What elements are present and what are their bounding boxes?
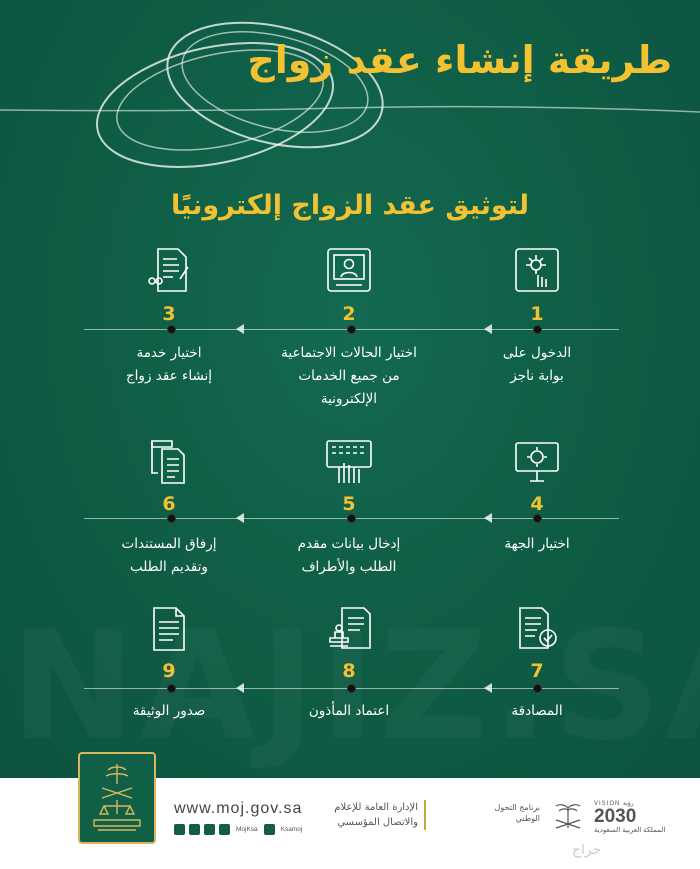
step-4: 4 اختيار الجهة: [447, 437, 627, 487]
palm-swords-icon: [548, 798, 588, 832]
timeline-row-2: [84, 518, 619, 519]
page-title: طريقة إنشاء عقد زواج: [247, 38, 672, 82]
vision-2030-logo: VISION رؤية 2030 المملكة العربية السعودية: [594, 801, 666, 834]
social-handle-1: MojKsa: [236, 825, 258, 833]
haraj-watermark: حراج: [572, 842, 602, 858]
snapchat-icon[interactable]: [204, 824, 215, 835]
step-2: 2 اختيار الحالات الاجتماعية من جميع الخدمات الإلكترونية: [259, 245, 439, 295]
ministry-emblem: [78, 752, 156, 844]
monitor-gear-icon: [512, 437, 562, 487]
step-6: 6 إرفاق المستندات وتقديم الطلب: [79, 437, 259, 487]
documents-icon: [144, 437, 194, 487]
timeline-row-1: [84, 329, 619, 330]
profile-card-icon: [324, 245, 374, 295]
timeline-row-3: [84, 688, 619, 689]
step-8: 8 اعتماد المأذون: [259, 604, 439, 654]
social-links: [174, 822, 304, 836]
keyboard-typing-icon: [324, 437, 374, 487]
step-7: 7 المصادقة: [447, 604, 627, 654]
youtube-icon[interactable]: [264, 824, 275, 835]
step-5: 5 إدخال بيانات مقدم الطلب والأطراف: [259, 437, 439, 487]
page-subtitle: لتوثيق عقد الزواج إلكترونيًا: [171, 190, 529, 221]
clipboard-check-icon: [512, 604, 562, 654]
social-handle-2: Ksamoj: [280, 825, 303, 833]
digital-hand-icon: [512, 245, 562, 295]
step-3: 3 اختيار خدمة إنشاء عقد زواج: [79, 245, 259, 295]
linkedin-icon[interactable]: [219, 824, 230, 835]
stamp-icon: [324, 604, 374, 654]
department-name: الإدارة العامة للإعلام والاتصال المؤسسي: [318, 800, 426, 830]
document-icon: [144, 604, 194, 654]
twitter-icon[interactable]: [174, 824, 185, 835]
rings-illustration: [0, 0, 700, 180]
website-link[interactable]: www.moj.gov.sa: [174, 800, 303, 817]
document-sign-icon: [144, 245, 194, 295]
instagram-icon[interactable]: [189, 824, 200, 835]
step-1: 1 الدخول على بوابة ناجز: [447, 245, 627, 295]
step-9: 9 صدور الوثيقة: [79, 604, 259, 654]
program-name: برنامج التحول الوطني: [494, 803, 540, 823]
